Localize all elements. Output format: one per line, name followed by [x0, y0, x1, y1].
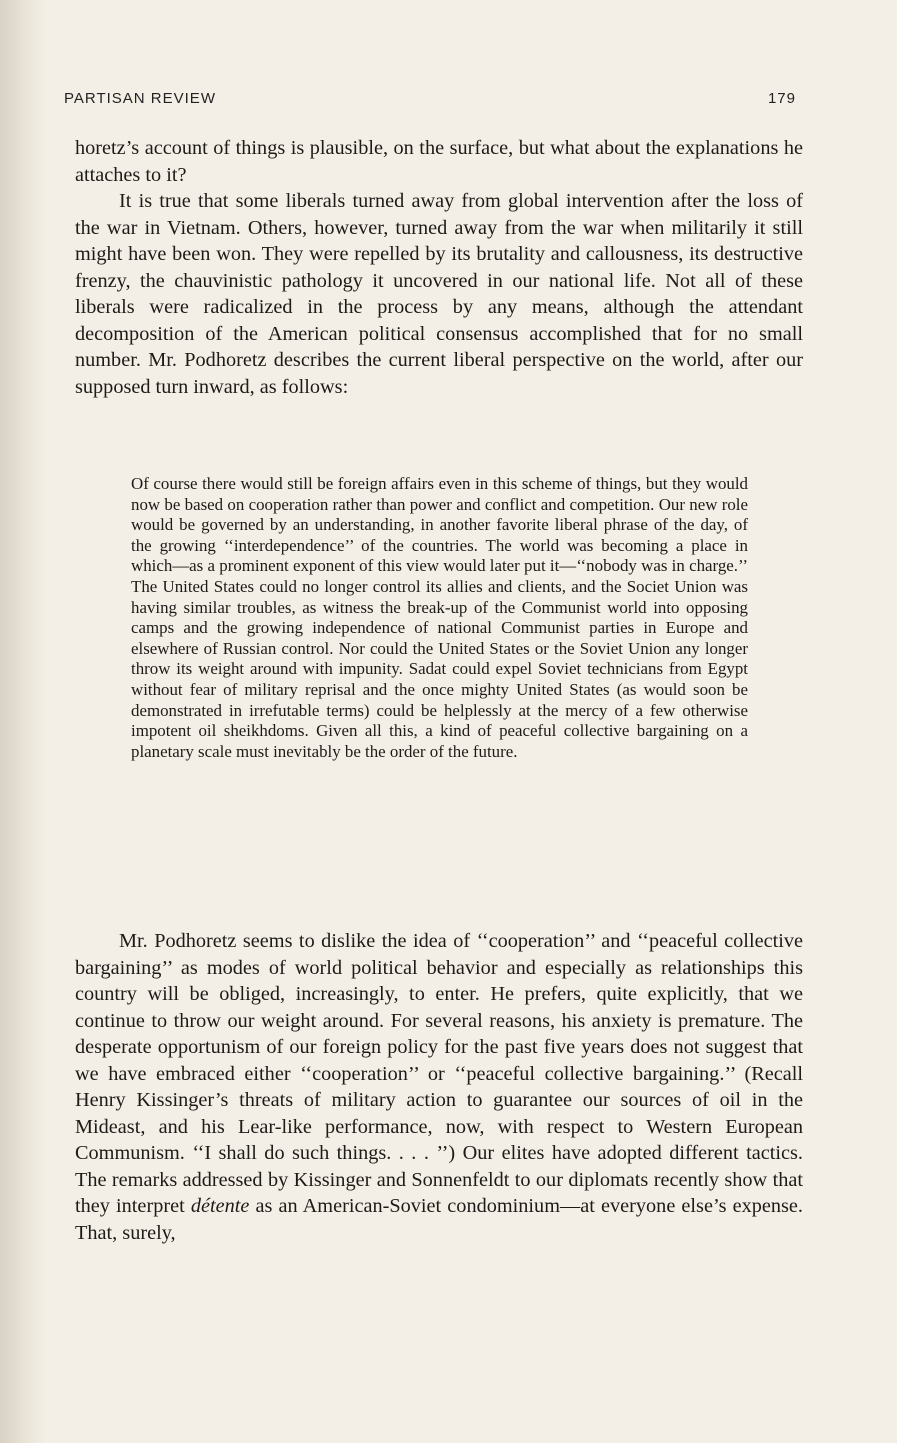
paragraph-continued: horetz’s account of things is plausible, on the surface, but what about the explanations he attaches to it? — [75, 137, 803, 186]
journal-title: PARTISAN REVIEW — [64, 90, 216, 107]
paragraph-podhoretz — [75, 928, 803, 1246]
closing-text-end: as an American-Soviet condominium—at everyone else’s expense. That, surely, — [75, 1195, 803, 1244]
page-number: 179 — [767, 90, 796, 107]
page-gutter-shadow — [0, 0, 46, 1443]
block-quote — [131, 474, 748, 762]
closing-text-start: Mr. Podhoretz seems to dislike the idea of ‘‘cooperation’’ and ‘‘peaceful collective bargaining’’ as modes of world political behavior and especially as relationships this country will be obliged, increasingly, to enter. He prefers, quite explicitly, that we continue to throw our weight around. For several reasons, his anxiety is premature. The desperate opportunism of our foreign policy for the past five years does not suggest that we have embraced either ‘‘cooperation’’ or ‘‘peaceful collective bargaining.’’ (Recall Henry Kissinger’s threats of military action to guarantee our sources of oil in the Mideast, and his Lear-like performance, now, with respect to Western European Communism. ‘‘I shall do such things. . . . ’’) Our elites have adopted different tactics. The remarks addressed by Kissinger and Sonnenfeldt to our diplomats recently show that they interpret — [75, 930, 803, 1217]
opening-section — [75, 135, 803, 400]
running-header — [64, 90, 796, 107]
italic-detente: détente — [190, 1195, 250, 1217]
quote-text: Of course there would still be foreign affairs even in this scheme of things, but they would now be based on cooperation rather than power and conflict and competition. Our new role would be governed by an understanding, in another favorite liberal phrase of the day, of the growing ‘‘interdependence’’ of the countries. The world was becoming a place in which—as a prominent exponent of this view would later put it—‘‘nobody was in charge.’’ The United States could no longer control its allies and clients, and the Societ Union was having similar troubles, as witness the break-up of the Communist world into opposing camps and the growing independence of national Communist parties in Europe and elsewhere of Russian control. Nor could the United States or the Soviet Union any longer throw its weight around with impunity. Sadat could expel Soviet technicians from Egypt without fear of military reprisal and the once mighty United States (as would soon be demonstrated in irrefutable terms) could be helplessly at the mercy of a few otherwise impotent oil sheikhdoms. Given all this, a kind of peaceful collective bargaining on a planetary scale must inevitably be the order of the future. — [131, 474, 748, 761]
closing-section — [75, 928, 803, 1246]
paragraph-liberals: It is true that some liberals turned away from global intervention after the loss of the war in Vietnam. Others, however, turned away from the war when militarily it still might have been won. They were repelled by its brutality and callousness, its destructive frenzy, the chauvinistic pathology it uncovered in our national life. Not all of these liberals were radicalized in the process by any means, although the attendant decomposition of the American political consensus accomplished that for no small number. Mr. Podhoretz describes the current liberal perspective on the world, after our supposed turn inward, as follows: — [75, 190, 803, 398]
